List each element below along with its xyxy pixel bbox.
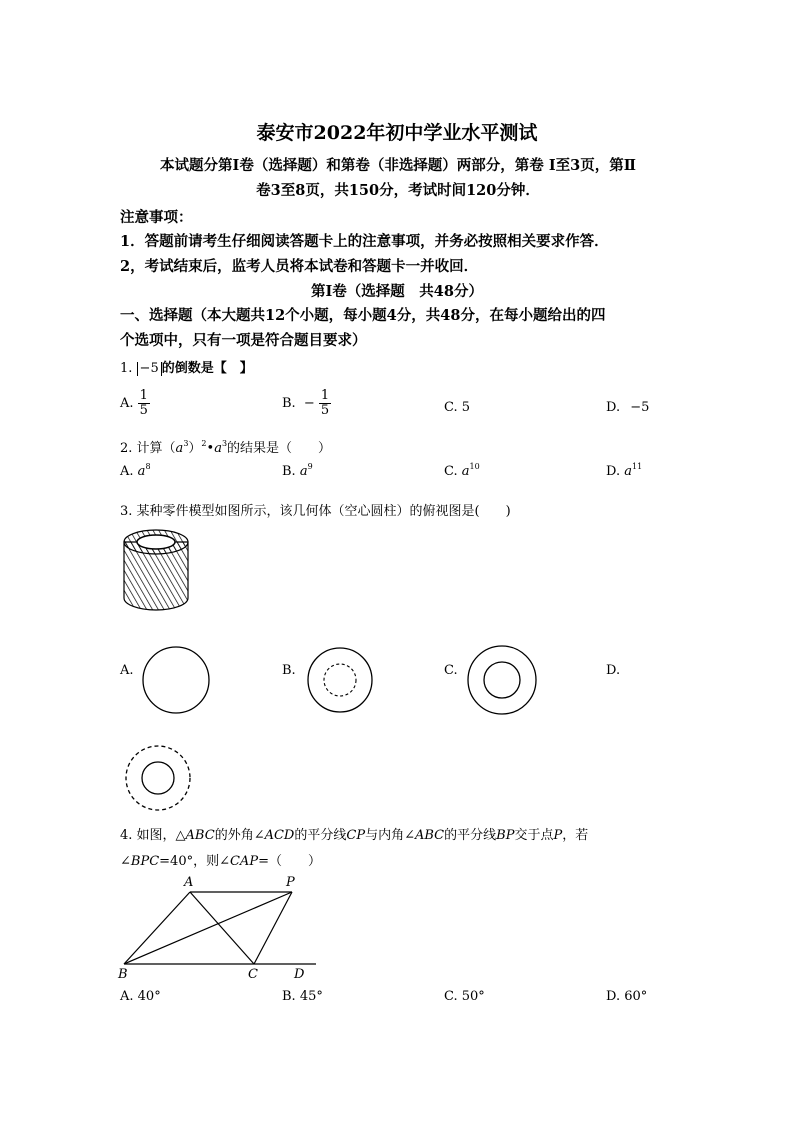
- intro-line-2: 卷3至8页，共150分，考试时间120分钟．: [256, 182, 540, 199]
- q1-d-label: D.: [606, 400, 621, 415]
- q3-option-a-label[interactable]: A.: [120, 663, 134, 678]
- q2-option-b[interactable]: B. $a^9$: [282, 462, 313, 479]
- question-3: 3. 某种零件模型如图所示，该几何体（空心圆柱）的俯视图是( ): [120, 504, 511, 519]
- q1-option-a[interactable]: [120, 389, 150, 418]
- q3-option-b-label[interactable]: B.: [282, 663, 296, 678]
- q1-option-c[interactable]: C. 5: [444, 400, 471, 415]
- q1-b-label: B.: [282, 396, 296, 411]
- segment-pc: [254, 892, 292, 964]
- section-heading-line-2: 个选项中，只有一项是符合题目要求）: [120, 332, 367, 349]
- q3-option-d-label[interactable]: D.: [606, 663, 621, 678]
- segment-bp: [124, 892, 292, 964]
- question-4-line-2: ∠BPC=40°，则∠CAP=（ ）: [120, 854, 321, 869]
- q3-option-c-label[interactable]: C.: [444, 663, 458, 678]
- q4-geometry-figure: [116, 872, 324, 982]
- point-d-label: D: [294, 967, 305, 982]
- q3-option-c-figure[interactable]: [464, 642, 540, 718]
- q2-option-c[interactable]: C. $a^{10}$: [444, 462, 480, 479]
- point-c-label: C: [248, 967, 258, 982]
- q4-option-c[interactable]: C. 50°: [444, 989, 485, 1004]
- question-4-line-1: 4. 如图，△ABC的外角∠ACD的平分线CP与内角∠ABC的平分线BP交于点P，若: [120, 828, 589, 843]
- page-title: 泰安市2022年初中学业水平测试: [256, 122, 538, 144]
- q1-a-label: A.: [120, 396, 134, 411]
- q3-option-d-figure[interactable]: [122, 742, 196, 816]
- q1-option-d[interactable]: [606, 400, 649, 415]
- q1-number: 1.: [120, 361, 133, 376]
- q3-option-b-figure[interactable]: [304, 644, 376, 716]
- point-p-label: P: [286, 875, 295, 890]
- question-2: 2. 计算$(a^3)^2•a^3$的结果是（ ）: [120, 439, 332, 456]
- question-1: [120, 357, 253, 376]
- part-title: 第Ⅰ卷（选择题 共48分）: [311, 283, 483, 300]
- q4-option-a[interactable]: A. 40°: [120, 989, 161, 1004]
- segment-ac: [190, 892, 254, 964]
- notes-item-2: 2，考试结束后，监考人员将本试卷和答题卡一并收回．: [120, 258, 479, 275]
- q2-option-a[interactable]: A. $a^8$: [120, 462, 151, 479]
- intro-line-1: 本试题分第Ⅰ卷（选择题）和第卷（非选择题）两部分，第卷 Ⅰ至3页，第Ⅱ: [160, 157, 636, 174]
- q1-text: 的倒数是【 】: [161, 361, 253, 376]
- q1-abs-value: −5: [137, 362, 162, 376]
- hollow-cylinder-figure: [120, 524, 192, 616]
- notes-heading: 注意事项：: [120, 209, 193, 226]
- q1-d-value: −5: [630, 400, 650, 415]
- q1-b-fraction: $\frac{1}{5}$: [320, 388, 330, 418]
- point-b-label: B: [118, 967, 128, 982]
- q4-option-b[interactable]: B. 45°: [282, 989, 323, 1004]
- q1-option-b[interactable]: [282, 389, 331, 418]
- segment-ba: [124, 892, 190, 964]
- q3-option-a-figure[interactable]: [140, 644, 212, 716]
- section-heading-line-1: 一、选择题（本大题共12个小题，每小题4分，共48分，在每小题给出的四: [120, 307, 606, 324]
- intro-text: [120, 153, 676, 203]
- point-a-label: A: [184, 875, 194, 890]
- q1-b-sign: −: [303, 396, 315, 411]
- notes-item-1: 1．答题前请考生仔细阅读答题卡上的注意事项，并务必按照相关要求作答．: [120, 233, 609, 250]
- q4-option-d[interactable]: D. 60°: [606, 989, 648, 1004]
- q1-a-fraction: $\frac{1}{5}$: [139, 388, 148, 418]
- q2-option-d[interactable]: D. $a^{11}$: [606, 462, 643, 479]
